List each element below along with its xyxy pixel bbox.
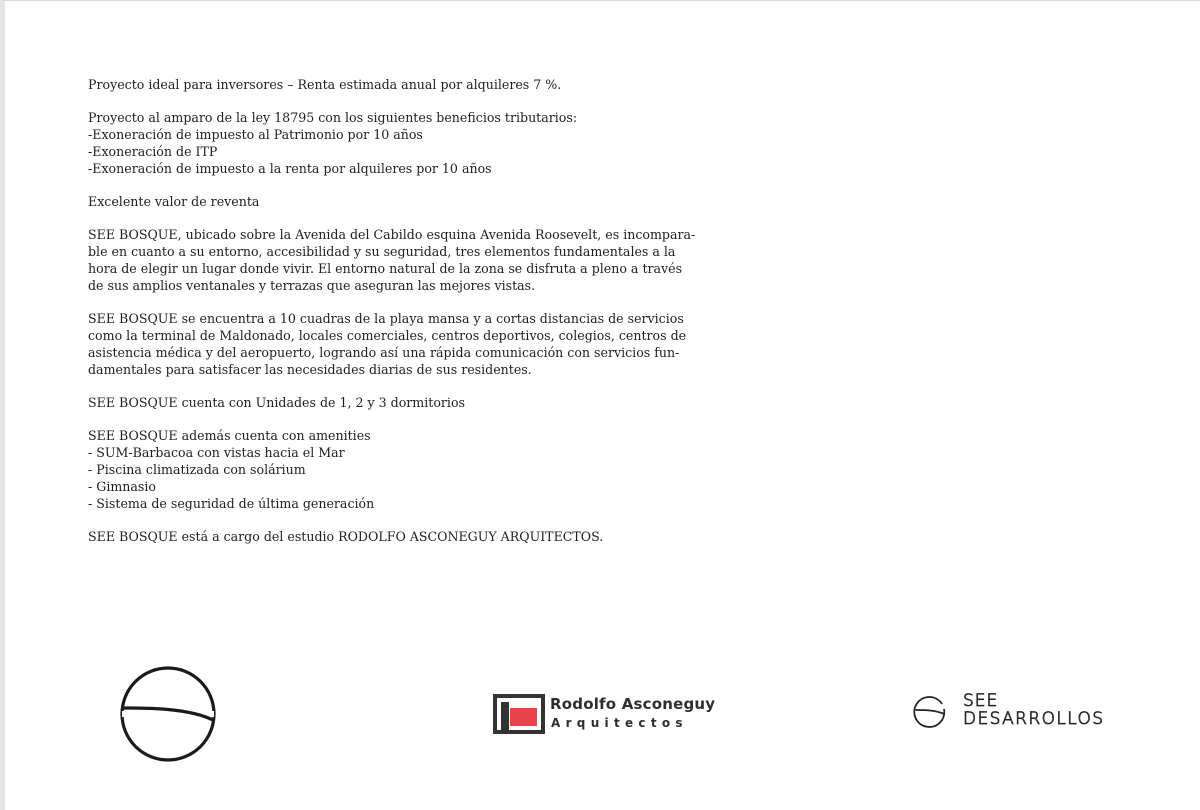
text-line: - Piscina climatizada con solárium [88, 462, 306, 477]
ra-square-logo-icon [493, 694, 545, 734]
text-line: SEE BOSQUE, ubicado sobre la Avenida del Cabildo esquina Avenida Roosevelt, es incompara- [88, 227, 696, 242]
desarrollos-logo-word: DESARROLLOS [963, 709, 1105, 729]
text-line: SEE BOSQUE está a cargo del estudio RODOLFO ASCONEGUY ARQUITECTOS. [88, 529, 604, 544]
paragraph [88, 109, 688, 177]
see-desarrollos-logo [913, 691, 1153, 731]
document-body [88, 76, 696, 561]
text-line: -Exoneración de ITP [88, 144, 218, 159]
text-line: ble en cuanto a su entorno, accesibilidad y su seguridad, tres elementos fundamentales a la [88, 244, 676, 259]
text-line: SEE BOSQUE se encuentra a 10 cuadras de la playa mansa y a cortas distancias de servicios [88, 311, 684, 326]
paragraph [88, 394, 688, 411]
paragraph [88, 76, 688, 93]
see-s-circle-icon [913, 695, 947, 729]
see-logo-word: SEE [963, 691, 999, 711]
paragraph [88, 310, 688, 378]
paragraph [88, 427, 688, 512]
text-line: Proyecto al amparo de la ley 18795 con los siguientes beneficios tributarios: [88, 110, 578, 125]
text-line: como la terminal de Maldonado, locales comerciales, centros deportivos, colegios, centros de [88, 328, 687, 343]
rodolfo-asconeguy-logo [493, 694, 733, 736]
text-line: de sus amplios ventanales y terrazas que aseguran las mejores vistas. [88, 278, 536, 293]
ra-logo-subtitle: Arquitectos [551, 716, 688, 730]
paragraph [88, 226, 696, 294]
text-line: -Exoneración de impuesto a la renta por alquileres por 10 años [88, 161, 492, 176]
text-line: SEE BOSQUE además cuenta con amenities [88, 428, 371, 443]
ra-logo-name: Rodolfo Asconeguy [550, 695, 716, 713]
paragraph [88, 193, 688, 210]
text-line: asistencia médica y del aeropuerto, logrando así una rápida comunicación con servicios fun- [88, 345, 680, 360]
text-line: hora de elegir un lugar donde vivir. El entorno natural de la zona se disfruta a pleno a través [88, 261, 683, 276]
s-circle-logo-icon [118, 664, 218, 764]
text-line: Proyecto ideal para inversores – Renta estimada anual por alquileres 7 %. [88, 77, 562, 92]
text-line: -Exoneración de impuesto al Patrimonio por 10 años [88, 127, 423, 142]
text-line: damentales para satisfacer las necesidades diarias de sus residentes. [88, 362, 532, 377]
text-line: - Gimnasio [88, 479, 156, 494]
text-line: - Sistema de seguridad de última generación [88, 496, 375, 511]
paragraph [88, 528, 688, 545]
text-line: Excelente valor de reventa [88, 194, 260, 209]
text-line: SEE BOSQUE cuenta con Unidades de 1, 2 y 3 dormitorios [88, 395, 466, 410]
text-line: - SUM-Barbacoa con vistas hacia el Mar [88, 445, 345, 460]
